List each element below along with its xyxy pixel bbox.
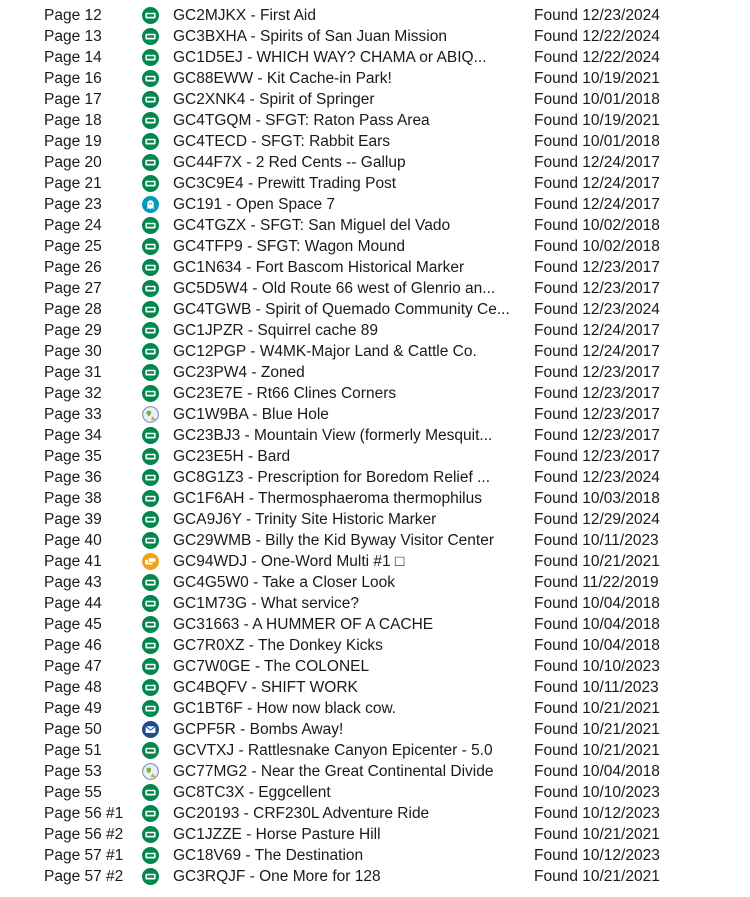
cache-code-and-name: GC8G1Z3 - Prescription for Boredom Relief ... xyxy=(173,469,491,486)
page-number: Page 55 xyxy=(44,784,102,801)
found-date: Found 10/03/2018 xyxy=(534,490,660,507)
traditional-cache-icon xyxy=(142,28,159,45)
found-date: Found 12/22/2024 xyxy=(534,49,660,66)
traditional-cache-icon xyxy=(142,679,159,696)
list-item xyxy=(0,152,750,173)
page-number: Page 28 xyxy=(44,301,102,318)
found-date: Found 10/01/2018 xyxy=(534,91,660,108)
found-date: Found 10/12/2023 xyxy=(534,847,660,864)
list-item xyxy=(0,299,750,320)
list-item xyxy=(0,635,750,656)
list-item xyxy=(0,488,750,509)
traditional-cache-icon xyxy=(142,805,159,822)
cache-code-and-name: GC4G5W0 - Take a Closer Look xyxy=(173,574,395,591)
cache-code-and-name: GC18V69 - The Destination xyxy=(173,847,364,864)
cache-code-and-name: GC1M73G - What service? xyxy=(173,595,360,612)
page-number: Page 13 xyxy=(44,28,102,45)
traditional-cache-icon xyxy=(142,847,159,864)
traditional-cache-icon xyxy=(142,511,159,528)
cache-code-and-name: GCPF5R - Bombs Away! xyxy=(173,721,344,738)
list-item xyxy=(0,761,750,782)
page-number: Page 18 xyxy=(44,112,102,129)
page-number: Page 38 xyxy=(44,490,102,507)
page-number: Page 16 xyxy=(44,70,102,87)
traditional-cache-icon xyxy=(142,322,159,339)
traditional-cache-icon xyxy=(142,658,159,675)
list-item xyxy=(0,845,750,866)
page-number: Page 24 xyxy=(44,217,102,234)
cache-code-and-name: GC1BT6F - How now black cow. xyxy=(173,700,397,717)
found-date: Found 10/21/2021 xyxy=(534,700,660,717)
traditional-cache-icon xyxy=(142,616,159,633)
found-date: Found 10/02/2018 xyxy=(534,217,660,234)
traditional-cache-icon xyxy=(142,280,159,297)
found-date: Found 12/23/2024 xyxy=(534,7,660,24)
found-date: Found 10/02/2018 xyxy=(534,238,660,255)
found-date: Found 10/21/2021 xyxy=(534,826,660,843)
page-number: Page 53 xyxy=(44,763,102,780)
list-item xyxy=(0,47,750,68)
cache-code-and-name: GC8TC3X - Eggcellent xyxy=(173,784,331,801)
cache-code-and-name: GC29WMB - Billy the Kid Byway Visitor Center xyxy=(173,532,495,549)
list-item xyxy=(0,404,750,425)
page-number: Page 39 xyxy=(44,511,102,528)
cache-code-and-name: GC23PW4 - Zoned xyxy=(173,364,305,381)
cache-code-and-name: GC44F7X - 2 Red Cents -- Gallup xyxy=(173,154,406,171)
cache-code-and-name: GC1JPZR - Squirrel cache 89 xyxy=(173,322,379,339)
cache-code-and-name: GCVTXJ - Rattlesnake Canyon Epicenter - 5.0 xyxy=(173,742,493,759)
traditional-cache-icon xyxy=(142,826,159,843)
list-item xyxy=(0,341,750,362)
list-item xyxy=(0,572,750,593)
page-number: Page 47 xyxy=(44,658,102,675)
cache-code-and-name: GC3RQJF - One More for 128 xyxy=(173,868,381,885)
page-number: Page 49 xyxy=(44,700,102,717)
traditional-cache-icon xyxy=(142,259,159,276)
found-date: Found 10/21/2021 xyxy=(534,742,660,759)
page-number: Page 36 xyxy=(44,469,102,486)
page-number: Page 57 #1 xyxy=(44,847,124,864)
cache-code-and-name: GC20193 - CRF230L Adventure Ride xyxy=(173,805,430,822)
list-item xyxy=(0,131,750,152)
cache-code-and-name: GC4TGZX - SFGT: San Miguel del Vado xyxy=(173,217,451,234)
found-date: Found 12/23/2017 xyxy=(534,406,660,423)
traditional-cache-icon xyxy=(142,784,159,801)
traditional-cache-icon xyxy=(142,427,159,444)
page-number: Page 43 xyxy=(44,574,102,591)
page-number: Page 20 xyxy=(44,154,102,171)
traditional-cache-icon xyxy=(142,574,159,591)
page-number: Page 19 xyxy=(44,133,102,150)
list-item xyxy=(0,719,750,740)
multi-cache-icon xyxy=(142,553,159,570)
cache-code-and-name: GC3BXHA - Spirits of San Juan Mission xyxy=(173,28,447,45)
cache-code-and-name: GC4TGWB - Spirit of Quemado Community Ce... xyxy=(173,301,510,318)
found-date: Found 12/24/2017 xyxy=(534,322,660,339)
list-item xyxy=(0,866,750,887)
found-date: Found 10/11/2023 xyxy=(534,679,659,696)
traditional-cache-icon xyxy=(142,7,159,24)
list-item xyxy=(0,5,750,26)
list-item xyxy=(0,530,750,551)
list-item xyxy=(0,89,750,110)
list-item xyxy=(0,425,750,446)
cache-code-and-name: GC7W0GE - The COLONEL xyxy=(173,658,370,675)
list-item xyxy=(0,215,750,236)
list-item xyxy=(0,110,750,131)
found-date: Found 10/10/2023 xyxy=(534,784,660,801)
found-date: Found 12/23/2024 xyxy=(534,301,660,318)
traditional-cache-icon xyxy=(142,490,159,507)
cache-code-and-name: GC12PGP - W4MK-Major Land & Cattle Co. xyxy=(173,343,477,360)
cache-code-and-name: GC1D5EJ - WHICH WAY? CHAMA or ABIQ... xyxy=(173,49,487,66)
list-item xyxy=(0,467,750,488)
traditional-cache-icon xyxy=(142,469,159,486)
found-date: Found 12/23/2017 xyxy=(534,448,660,465)
earthcache-icon xyxy=(142,763,159,780)
found-date: Found 10/11/2023 xyxy=(534,532,659,549)
traditional-cache-icon xyxy=(142,532,159,549)
traditional-cache-icon xyxy=(142,301,159,318)
cache-code-and-name: GC1N634 - Fort Bascom Historical Marker xyxy=(173,259,465,276)
traditional-cache-icon xyxy=(142,91,159,108)
found-date: Found 10/21/2021 xyxy=(534,721,660,738)
page-number: Page 46 xyxy=(44,637,102,654)
list-item xyxy=(0,278,750,299)
page-number: Page 29 xyxy=(44,322,102,339)
cache-code-and-name: GC3C9E4 - Prewitt Trading Post xyxy=(173,175,397,192)
list-item xyxy=(0,782,750,803)
found-date: Found 10/01/2018 xyxy=(534,133,660,150)
traditional-cache-icon xyxy=(142,175,159,192)
page-number: Page 48 xyxy=(44,679,102,696)
found-date: Found 12/24/2017 xyxy=(534,175,660,192)
page-number: Page 41 xyxy=(44,553,102,570)
page-number: Page 12 xyxy=(44,7,102,24)
list-item xyxy=(0,614,750,635)
list-item xyxy=(0,446,750,467)
found-date: Found 10/04/2018 xyxy=(534,637,660,654)
page-number: Page 25 xyxy=(44,238,102,255)
found-date: Found 12/23/2017 xyxy=(534,385,660,402)
traditional-cache-icon xyxy=(142,637,159,654)
page-number: Page 45 xyxy=(44,616,102,633)
cache-code-and-name: GC2MJKX - First Aid xyxy=(173,7,316,24)
found-date: Found 12/24/2017 xyxy=(534,154,660,171)
found-date: Found 10/21/2021 xyxy=(534,868,660,885)
list-item xyxy=(0,656,750,677)
found-date: Found 12/29/2024 xyxy=(534,511,660,528)
found-date: Found 12/23/2017 xyxy=(534,364,660,381)
list-item xyxy=(0,677,750,698)
cache-code-and-name: GC191 - Open Space 7 xyxy=(173,196,335,213)
found-date: Found 10/21/2021 xyxy=(534,553,660,570)
cache-code-and-name: GC4TFP9 - SFGT: Wagon Mound xyxy=(173,238,406,255)
traditional-cache-icon xyxy=(142,868,159,885)
found-date: Found 12/23/2017 xyxy=(534,259,660,276)
list-item xyxy=(0,257,750,278)
cache-code-and-name: GC4TGQM - SFGT: Raton Pass Area xyxy=(173,112,430,129)
virtual-cache-icon xyxy=(142,196,159,213)
list-item xyxy=(0,383,750,404)
page-number: Page 23 xyxy=(44,196,102,213)
list-item xyxy=(0,593,750,614)
cache-code-and-name: GC31663 - A HUMMER OF A CACHE xyxy=(173,616,434,633)
cache-code-and-name: GC5D5W4 - Old Route 66 west of Glenrio an... xyxy=(173,280,496,297)
page-number: Page 35 xyxy=(44,448,102,465)
cache-code-and-name: GC77MG2 - Near the Great Continental Divide xyxy=(173,763,494,780)
found-date: Found 10/04/2018 xyxy=(534,616,660,633)
page-number: Page 56 #2 xyxy=(44,826,124,843)
list-item xyxy=(0,698,750,719)
cache-code-and-name: GC1F6AH - Thermosphaeroma thermophilus xyxy=(173,490,482,507)
traditional-cache-icon xyxy=(142,448,159,465)
list-item xyxy=(0,824,750,845)
cache-code-and-name: GC23BJ3 - Mountain View (formerly Mesquit... xyxy=(173,427,493,444)
list-item xyxy=(0,194,750,215)
letterbox-cache-icon xyxy=(142,721,159,738)
traditional-cache-icon xyxy=(142,385,159,402)
page-number: Page 51 xyxy=(44,742,102,759)
cache-code-and-name: GC7R0XZ - The Donkey Kicks xyxy=(173,637,383,654)
page-number: Page 17 xyxy=(44,91,102,108)
found-date: Found 12/23/2017 xyxy=(534,280,660,297)
page-number: Page 34 xyxy=(44,427,102,444)
page-number: Page 33 xyxy=(44,406,102,423)
page-number: Page 56 #1 xyxy=(44,805,124,822)
found-date: Found 10/19/2021 xyxy=(534,112,660,129)
cache-code-and-name: GC4TECD - SFGT: Rabbit Ears xyxy=(173,133,391,150)
found-date: Found 10/04/2018 xyxy=(534,595,660,612)
page-number: Page 50 xyxy=(44,721,102,738)
traditional-cache-icon xyxy=(142,154,159,171)
list-item xyxy=(0,551,750,572)
traditional-cache-icon xyxy=(142,343,159,360)
found-date: Found 12/22/2024 xyxy=(534,28,660,45)
list-item xyxy=(0,740,750,761)
cache-code-and-name: GCA9J6Y - Trinity Site Historic Marker xyxy=(173,511,437,528)
traditional-cache-icon xyxy=(142,595,159,612)
cache-code-and-name: GC2XNK4 - Spirit of Springer xyxy=(173,91,375,108)
found-date: Found 12/24/2017 xyxy=(534,343,660,360)
list-item xyxy=(0,68,750,89)
traditional-cache-icon xyxy=(142,238,159,255)
cache-code-and-name: GC23E5H - Bard xyxy=(173,448,291,465)
cache-code-and-name: GC88EWW - Kit Cache-in Park! xyxy=(173,70,392,87)
traditional-cache-icon xyxy=(142,217,159,234)
found-date: Found 10/19/2021 xyxy=(534,70,660,87)
traditional-cache-icon xyxy=(142,49,159,66)
found-date: Found 12/24/2017 xyxy=(534,196,660,213)
page-number: Page 40 xyxy=(44,532,102,549)
found-date: Found 12/23/2024 xyxy=(534,469,660,486)
cache-found-list xyxy=(0,5,750,887)
page-number: Page 26 xyxy=(44,259,102,276)
page-number: Page 21 xyxy=(44,175,102,192)
page-number: Page 31 xyxy=(44,364,102,381)
list-item xyxy=(0,803,750,824)
page-number: Page 32 xyxy=(44,385,102,402)
found-date: Found 10/10/2023 xyxy=(534,658,660,675)
page-number: Page 57 #2 xyxy=(44,868,124,885)
cache-code-and-name: GC1W9BA - Blue Hole xyxy=(173,406,329,423)
found-date: Found 10/12/2023 xyxy=(534,805,660,822)
cache-code-and-name: GC1JZZE - Horse Pasture Hill xyxy=(173,826,381,843)
list-item xyxy=(0,236,750,257)
list-item xyxy=(0,362,750,383)
found-date: Found 10/04/2018 xyxy=(534,763,660,780)
earthcache-icon xyxy=(142,406,159,423)
page-number: Page 27 xyxy=(44,280,102,297)
page-number: Page 30 xyxy=(44,343,102,360)
cache-code-and-name: GC23E7E - Rt66 Clines Corners xyxy=(173,385,397,402)
traditional-cache-icon xyxy=(142,70,159,87)
page-number: Page 14 xyxy=(44,49,102,66)
traditional-cache-icon xyxy=(142,700,159,717)
traditional-cache-icon xyxy=(142,133,159,150)
traditional-cache-icon xyxy=(142,742,159,759)
cache-code-and-name: GC94WDJ - One-Word Multi #1 □ xyxy=(173,553,405,570)
found-date: Found 12/23/2017 xyxy=(534,427,660,444)
list-item xyxy=(0,509,750,530)
page-number: Page 44 xyxy=(44,595,102,612)
list-item xyxy=(0,173,750,194)
cache-code-and-name: GC4BQFV - SHIFT WORK xyxy=(173,679,358,696)
traditional-cache-icon xyxy=(142,112,159,129)
list-item xyxy=(0,320,750,341)
traditional-cache-icon xyxy=(142,364,159,381)
found-date: Found 11/22/2019 xyxy=(534,574,659,591)
list-item xyxy=(0,26,750,47)
